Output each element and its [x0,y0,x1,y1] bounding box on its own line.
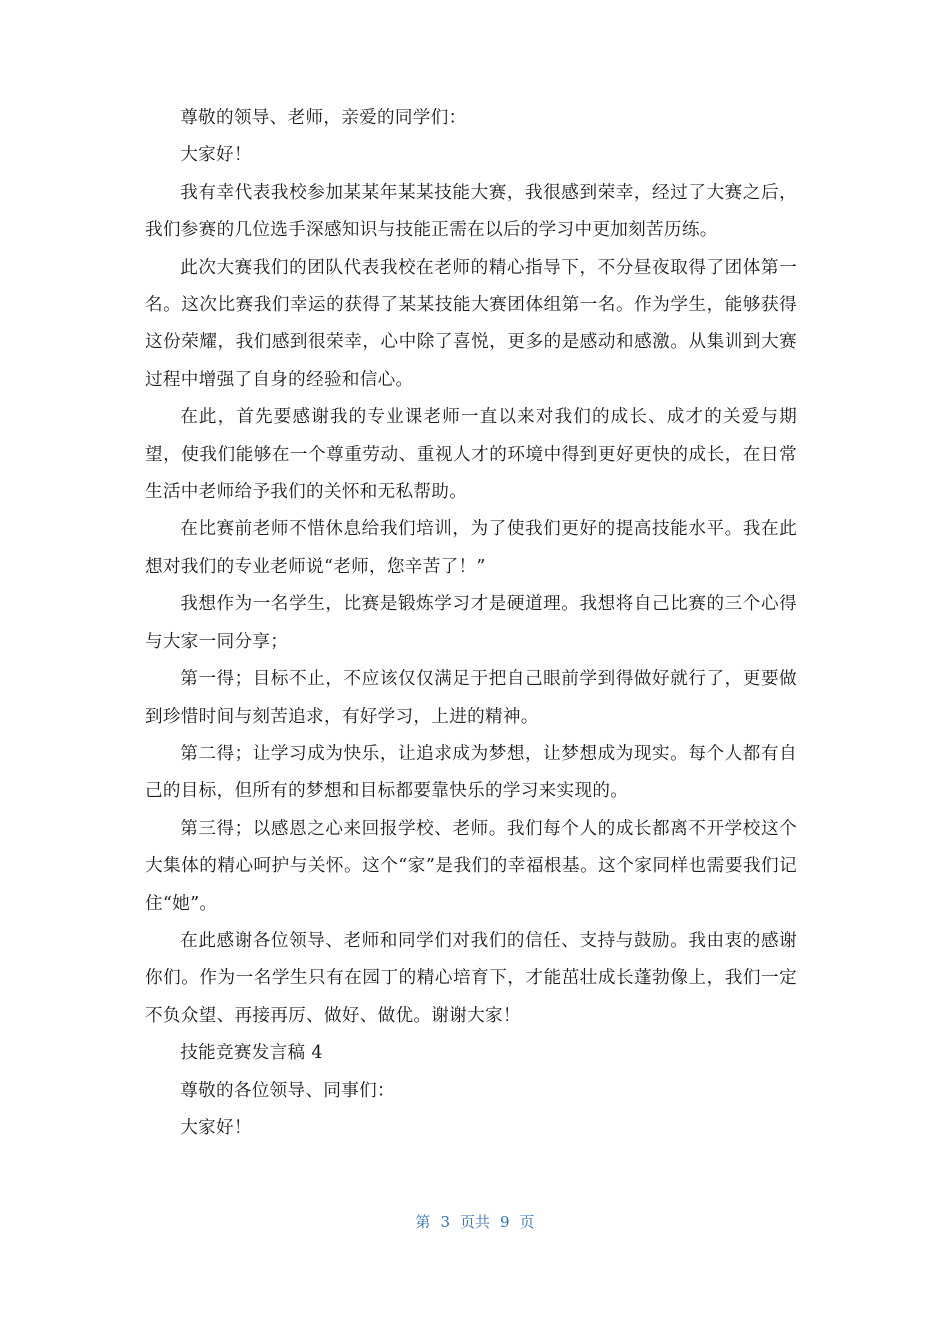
body-paragraph: 在此感谢各位领导、老师和同学们对我们的信任、支持与鼓励。我由衷的感谢你们。作为一名学生只有在园丁的精心培育下，才能茁壮成长蓬勃像上，我们一定不负众望、再接再厉、做好、做优。谢谢大家！ [145,930,797,1026]
total-pages-number: 9 [500,1213,510,1231]
greeting: 大家好！ [180,1117,252,1138]
greeting: 大家好！ [180,145,252,166]
current-page-number: 3 [440,1213,450,1231]
salutation: 尊敬的各位领导、同事们： [180,1080,395,1101]
page-prefix: 第 [415,1213,431,1231]
body-paragraph: 第一得；目标不止，不应该仅仅满足于把自己眼前学到得做好就行了，更要做到珍惜时间与刻苦追求，有好学习，上进的精神。 [145,669,797,727]
page-suffix: 页 [519,1213,535,1231]
body-paragraph: 第三得；以感恩之心来回报学校、老师。我们每个人的成长都离不开学校这个大集体的精心呵护与关怀。这个“家”是我们的幸福根基。这个家同样也需要我们记住“她”。 [145,818,797,914]
body-paragraph: 我想作为一名学生，比赛是锻炼学习才是硬道理。我想将自己比赛的三个心得与大家一同分享； [145,594,797,652]
page-footer [0,1211,950,1232]
body-paragraph: 此次大赛我们的团队代表我校在老师的精心指导下，不分昼夜取得了团体第一名。这次比赛我们幸运的获得了某某技能大赛团体组第一名。作为学生，能够获得这份荣耀，我们感到很荣幸，心中除了喜悦，更多的是感动和感激。从集训到大赛过程中增强了自身的经验和信心。 [145,257,797,390]
body-paragraph: 在此，首先要感谢我的专业课老师一直以来对我们的成长、成才的关爱与期望，使我们能够在一个尊重劳动、重视人才的环境中得到更好更快的成长，在日常生活中老师给予我们的关怀和无私帮助。 [145,407,797,503]
page-middle: 页共 [459,1213,490,1231]
body-paragraph: 在比赛前老师不惜休息给我们培训，为了使我们更好的提高技能水平。我在此想对我们的专业老师说“老师，您辛苦了！” [145,519,797,577]
body-paragraph: 第二得；让学习成为快乐，让追求成为梦想，让梦想成为现实。每个人都有自己的目标，但所有的梦想和目标都要靠快乐的学习来实现的。 [145,743,797,802]
document-body [145,100,797,1147]
salutation: 尊敬的领导、老师，亲爱的同学们： [180,108,467,128]
section-title: 技能竞赛发言稿 4 [180,1043,323,1064]
body-paragraph: 我有幸代表我校参加某某年某某技能大赛，我很感到荣幸，经过了大赛之后，我们参赛的几位选手深感知识与技能正需在以后的学习中更加刻苦历练。 [145,182,797,241]
